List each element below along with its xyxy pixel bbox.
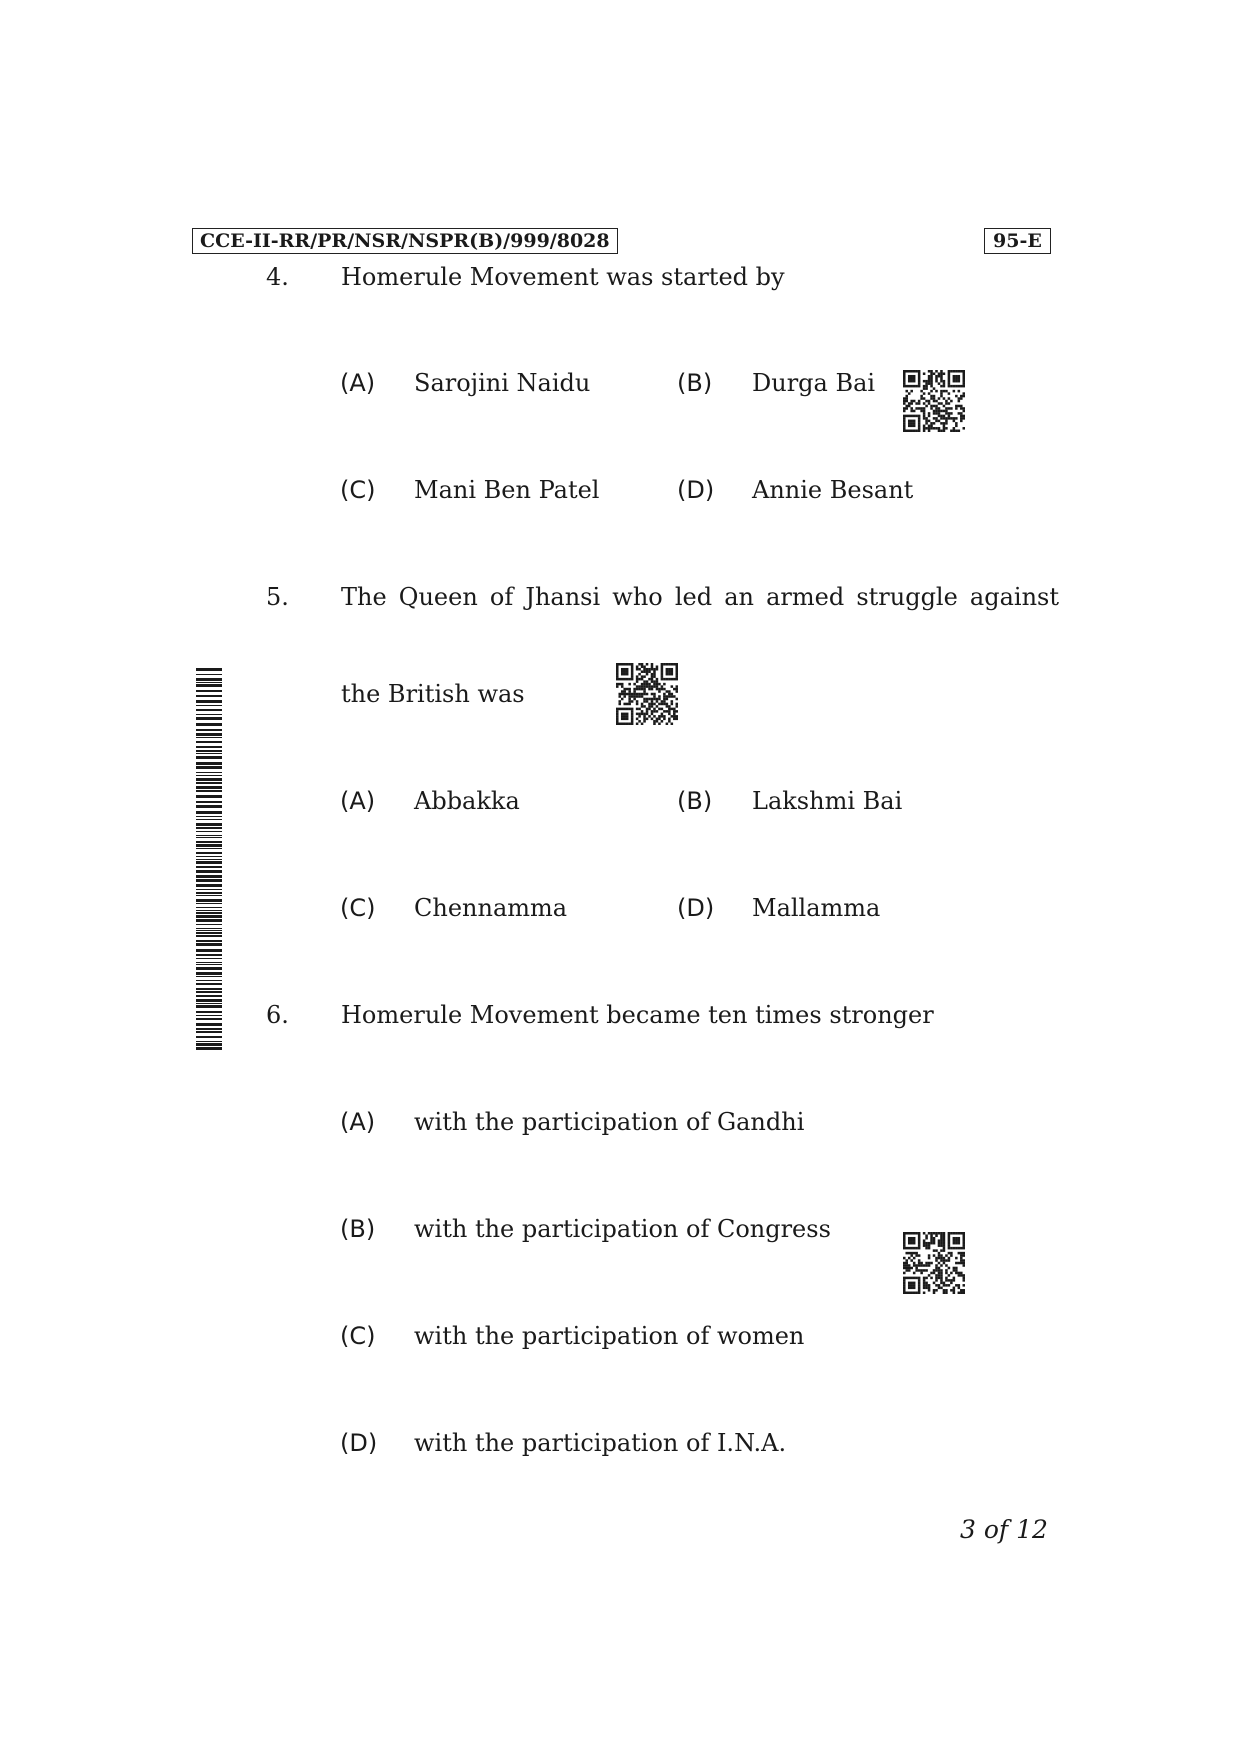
- q4-option-b-text: Durga Bai: [752, 369, 876, 397]
- question-5-text-line2: the British was: [341, 680, 525, 708]
- q5-option-a-letter: (A): [340, 787, 376, 815]
- q4-option-d-letter: (D): [677, 476, 715, 504]
- question-4-number: 4.: [266, 263, 289, 291]
- q4-option-a-text: Sarojini Naidu: [414, 369, 591, 397]
- q6-option-b-text: with the participation of Congress: [414, 1215, 831, 1243]
- q5-option-a-text: Abbakka: [414, 787, 520, 815]
- q6-option-b-letter: (B): [340, 1215, 376, 1243]
- barcode: [196, 668, 222, 1050]
- qr-code-2: [616, 663, 678, 725]
- q5-option-d-text: Mallamma: [752, 894, 881, 922]
- q6-option-c-text: with the participation of women: [414, 1322, 805, 1350]
- q4-option-a-letter: (A): [340, 369, 376, 397]
- q5-option-b-text: Lakshmi Bai: [752, 787, 903, 815]
- q5-option-c-text: Chennamma: [414, 894, 568, 922]
- q6-option-d-letter: (D): [340, 1429, 378, 1457]
- question-5-number: 5.: [266, 583, 289, 611]
- qr-code-1: [903, 370, 965, 432]
- question-6-text: Homerule Movement became ten times stronger: [341, 1001, 934, 1029]
- page-number: 3 of 12: [960, 1515, 1048, 1544]
- q4-option-b-letter: (B): [677, 369, 713, 397]
- qr-code-3: [903, 1232, 965, 1294]
- question-4-text: Homerule Movement was started by: [341, 263, 785, 291]
- q6-option-d-text: with the participation of I.N.A.: [414, 1429, 787, 1457]
- paper-code: CCE-II-RR/PR/NSR/NSPR(B)/999/8028: [192, 228, 618, 254]
- set-code: 95-E: [984, 228, 1051, 254]
- q5-option-c-letter: (C): [340, 894, 376, 922]
- q4-option-d-text: Annie Besant: [752, 476, 914, 504]
- q4-option-c-text: Mani Ben Patel: [414, 476, 600, 504]
- q5-option-d-letter: (D): [677, 894, 715, 922]
- q6-option-c-letter: (C): [340, 1322, 376, 1350]
- question-5-text-line1: The Queen of Jhansi who led an armed struggle against: [341, 583, 1059, 611]
- q4-option-c-letter: (C): [340, 476, 376, 504]
- q6-option-a-letter: (A): [340, 1108, 376, 1136]
- q6-option-a-text: with the participation of Gandhi: [414, 1108, 805, 1136]
- q5-option-b-letter: (B): [677, 787, 713, 815]
- question-6-number: 6.: [266, 1001, 289, 1029]
